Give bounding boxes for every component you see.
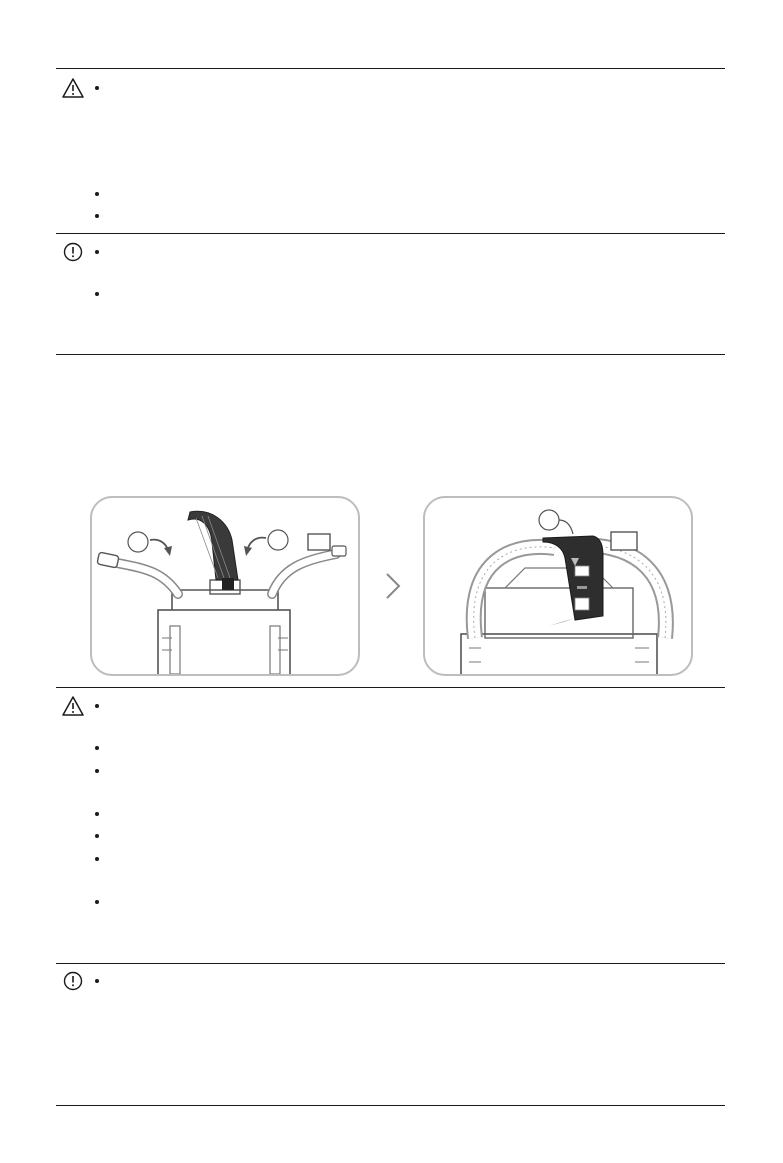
- cable-routing-illustration: [92, 498, 358, 674]
- divider: [56, 963, 725, 964]
- divider-top: [56, 68, 725, 69]
- exclamation-circle-icon: [62, 970, 84, 992]
- bullet: [95, 292, 99, 296]
- divider: [56, 687, 725, 688]
- bullet: [95, 812, 99, 816]
- bullet: [95, 746, 99, 750]
- cable-cover-illustration: [425, 498, 691, 674]
- warning-triangle-icon: [62, 77, 84, 99]
- divider: [56, 354, 725, 355]
- figure-panel-right: [423, 496, 693, 676]
- bullet: [95, 250, 99, 254]
- bullet: [95, 900, 99, 904]
- divider-bottom: [56, 1105, 725, 1106]
- bullet: [95, 192, 99, 196]
- warning-triangle-icon: [62, 695, 84, 717]
- figure-panel-left: [90, 496, 360, 676]
- bullet: [95, 86, 99, 90]
- bullet: [95, 769, 99, 773]
- divider: [56, 233, 725, 234]
- chevron-right-icon: [384, 572, 402, 600]
- exclamation-circle-icon: [62, 241, 84, 263]
- bullet: [95, 704, 99, 708]
- bullet: [95, 979, 99, 983]
- bullet: [95, 834, 99, 838]
- bullet: [95, 857, 99, 861]
- bullet: [95, 214, 99, 218]
